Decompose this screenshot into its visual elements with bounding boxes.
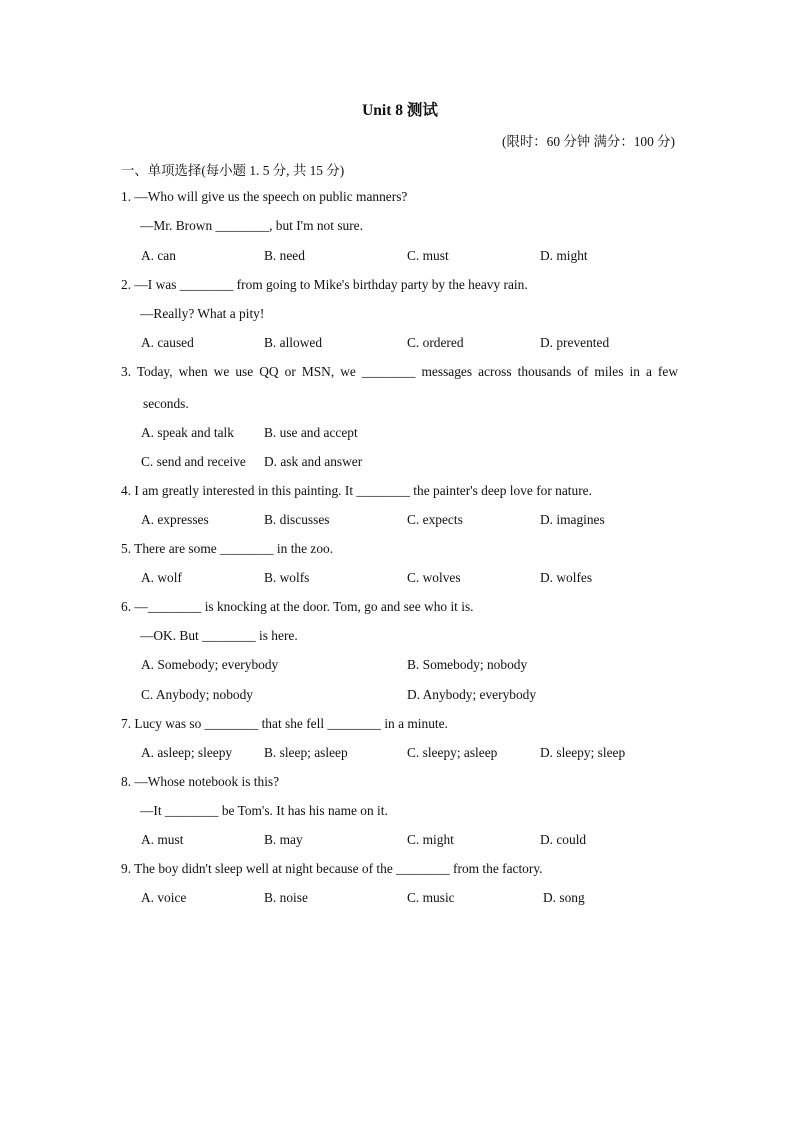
question-6-reply: —OK. But ________ is here.	[140, 628, 298, 643]
question-9-option-c: C. music	[407, 890, 455, 905]
page-title: Unit 8 测试	[362, 102, 438, 119]
question-9-option-a: A. voice	[141, 890, 187, 905]
question-4-option-a: A. expresses	[141, 512, 209, 527]
question-8-option-b: B. may	[264, 832, 303, 847]
question-5-option-b: B. wolfs	[264, 570, 310, 585]
question-8-option-a: A. must	[141, 832, 184, 847]
question-2-reply: —Really? What a pity!	[140, 306, 265, 321]
section-heading: 一、单项选择(每小题 1. 5 分, 共 15 分)	[121, 163, 345, 178]
question-4-option-d: D. imagines	[540, 512, 605, 527]
question-7-stem: 7. Lucy was so ________ that she fell ________ in a minute.	[121, 716, 448, 731]
question-1-option-b: B. need	[264, 248, 305, 263]
question-7-option-b: B. sleep; asleep	[264, 745, 348, 760]
question-1-option-a: A. can	[141, 248, 176, 263]
question-8-reply: —It ________ be Tom's. It has his name on it.	[140, 803, 388, 818]
question-5-option-d: D. wolfes	[540, 570, 593, 585]
question-5-option-c: C. wolves	[407, 570, 461, 585]
question-9-option-b: B. noise	[264, 890, 308, 905]
question-2-option-b: B. allowed	[264, 335, 323, 350]
question-9-option-d: D. song	[543, 890, 585, 905]
question-7-option-a: A. asleep; sleepy	[141, 745, 233, 760]
question-7-option-d: D. sleepy; sleep	[540, 745, 626, 760]
question-2-option-d: D. prevented	[540, 335, 610, 350]
question-4-stem: 4. I am greatly interested in this painting. It ________ the painter's deep love for nature.	[121, 483, 592, 498]
question-5-stem: 5. There are some ________ in the zoo.	[121, 541, 334, 556]
time-limit: (限时：60 分钟 满分：100 分)	[502, 134, 675, 149]
question-3-stem-continued: seconds.	[143, 396, 189, 411]
question-3-option-c: C. send and receive	[141, 454, 246, 469]
question-3-stem: 3. Today, when we use QQ or MSN, we ________ messages across thousands of miles in a few	[121, 364, 678, 379]
question-6-option-d: D. Anybody; everybody	[407, 687, 537, 702]
question-2-option-a: A. caused	[141, 335, 194, 350]
question-3-option-d: D. ask and answer	[264, 454, 363, 469]
question-3-option-b: B. use and accept	[264, 425, 358, 440]
question-8-stem: 8. —Whose notebook is this?	[121, 774, 280, 789]
question-6-option-c: C. Anybody; nobody	[141, 687, 253, 702]
question-1-option-c: C. must	[407, 248, 449, 263]
question-4-option-c: C. expects	[407, 512, 463, 527]
question-8-option-d: D. could	[540, 832, 587, 847]
question-5-option-a: A. wolf	[141, 570, 182, 585]
question-7-option-c: C. sleepy; asleep	[407, 745, 498, 760]
question-6-option-a: A. Somebody; everybody	[141, 657, 279, 672]
question-2-stem: 2. —I was ________ from going to Mike's birthday party by the heavy rain.	[121, 277, 528, 292]
question-1-reply: —Mr. Brown ________, but I'm not sure.	[140, 218, 363, 233]
question-9-stem: 9. The boy didn't sleep well at night because of the ________ from the factory.	[121, 861, 543, 876]
question-2-option-c: C. ordered	[407, 335, 464, 350]
question-1-stem: 1. —Who will give us the speech on public manners?	[121, 189, 408, 204]
question-6-stem: 6. —________ is knocking at the door. Tom, go and see who it is.	[121, 599, 474, 614]
question-1-option-d: D. might	[540, 248, 588, 263]
question-4-option-b: B. discusses	[264, 512, 330, 527]
question-8-option-c: C. might	[407, 832, 454, 847]
question-3-option-a: A. speak and talk	[141, 425, 234, 440]
question-6-option-b: B. Somebody; nobody	[407, 657, 528, 672]
